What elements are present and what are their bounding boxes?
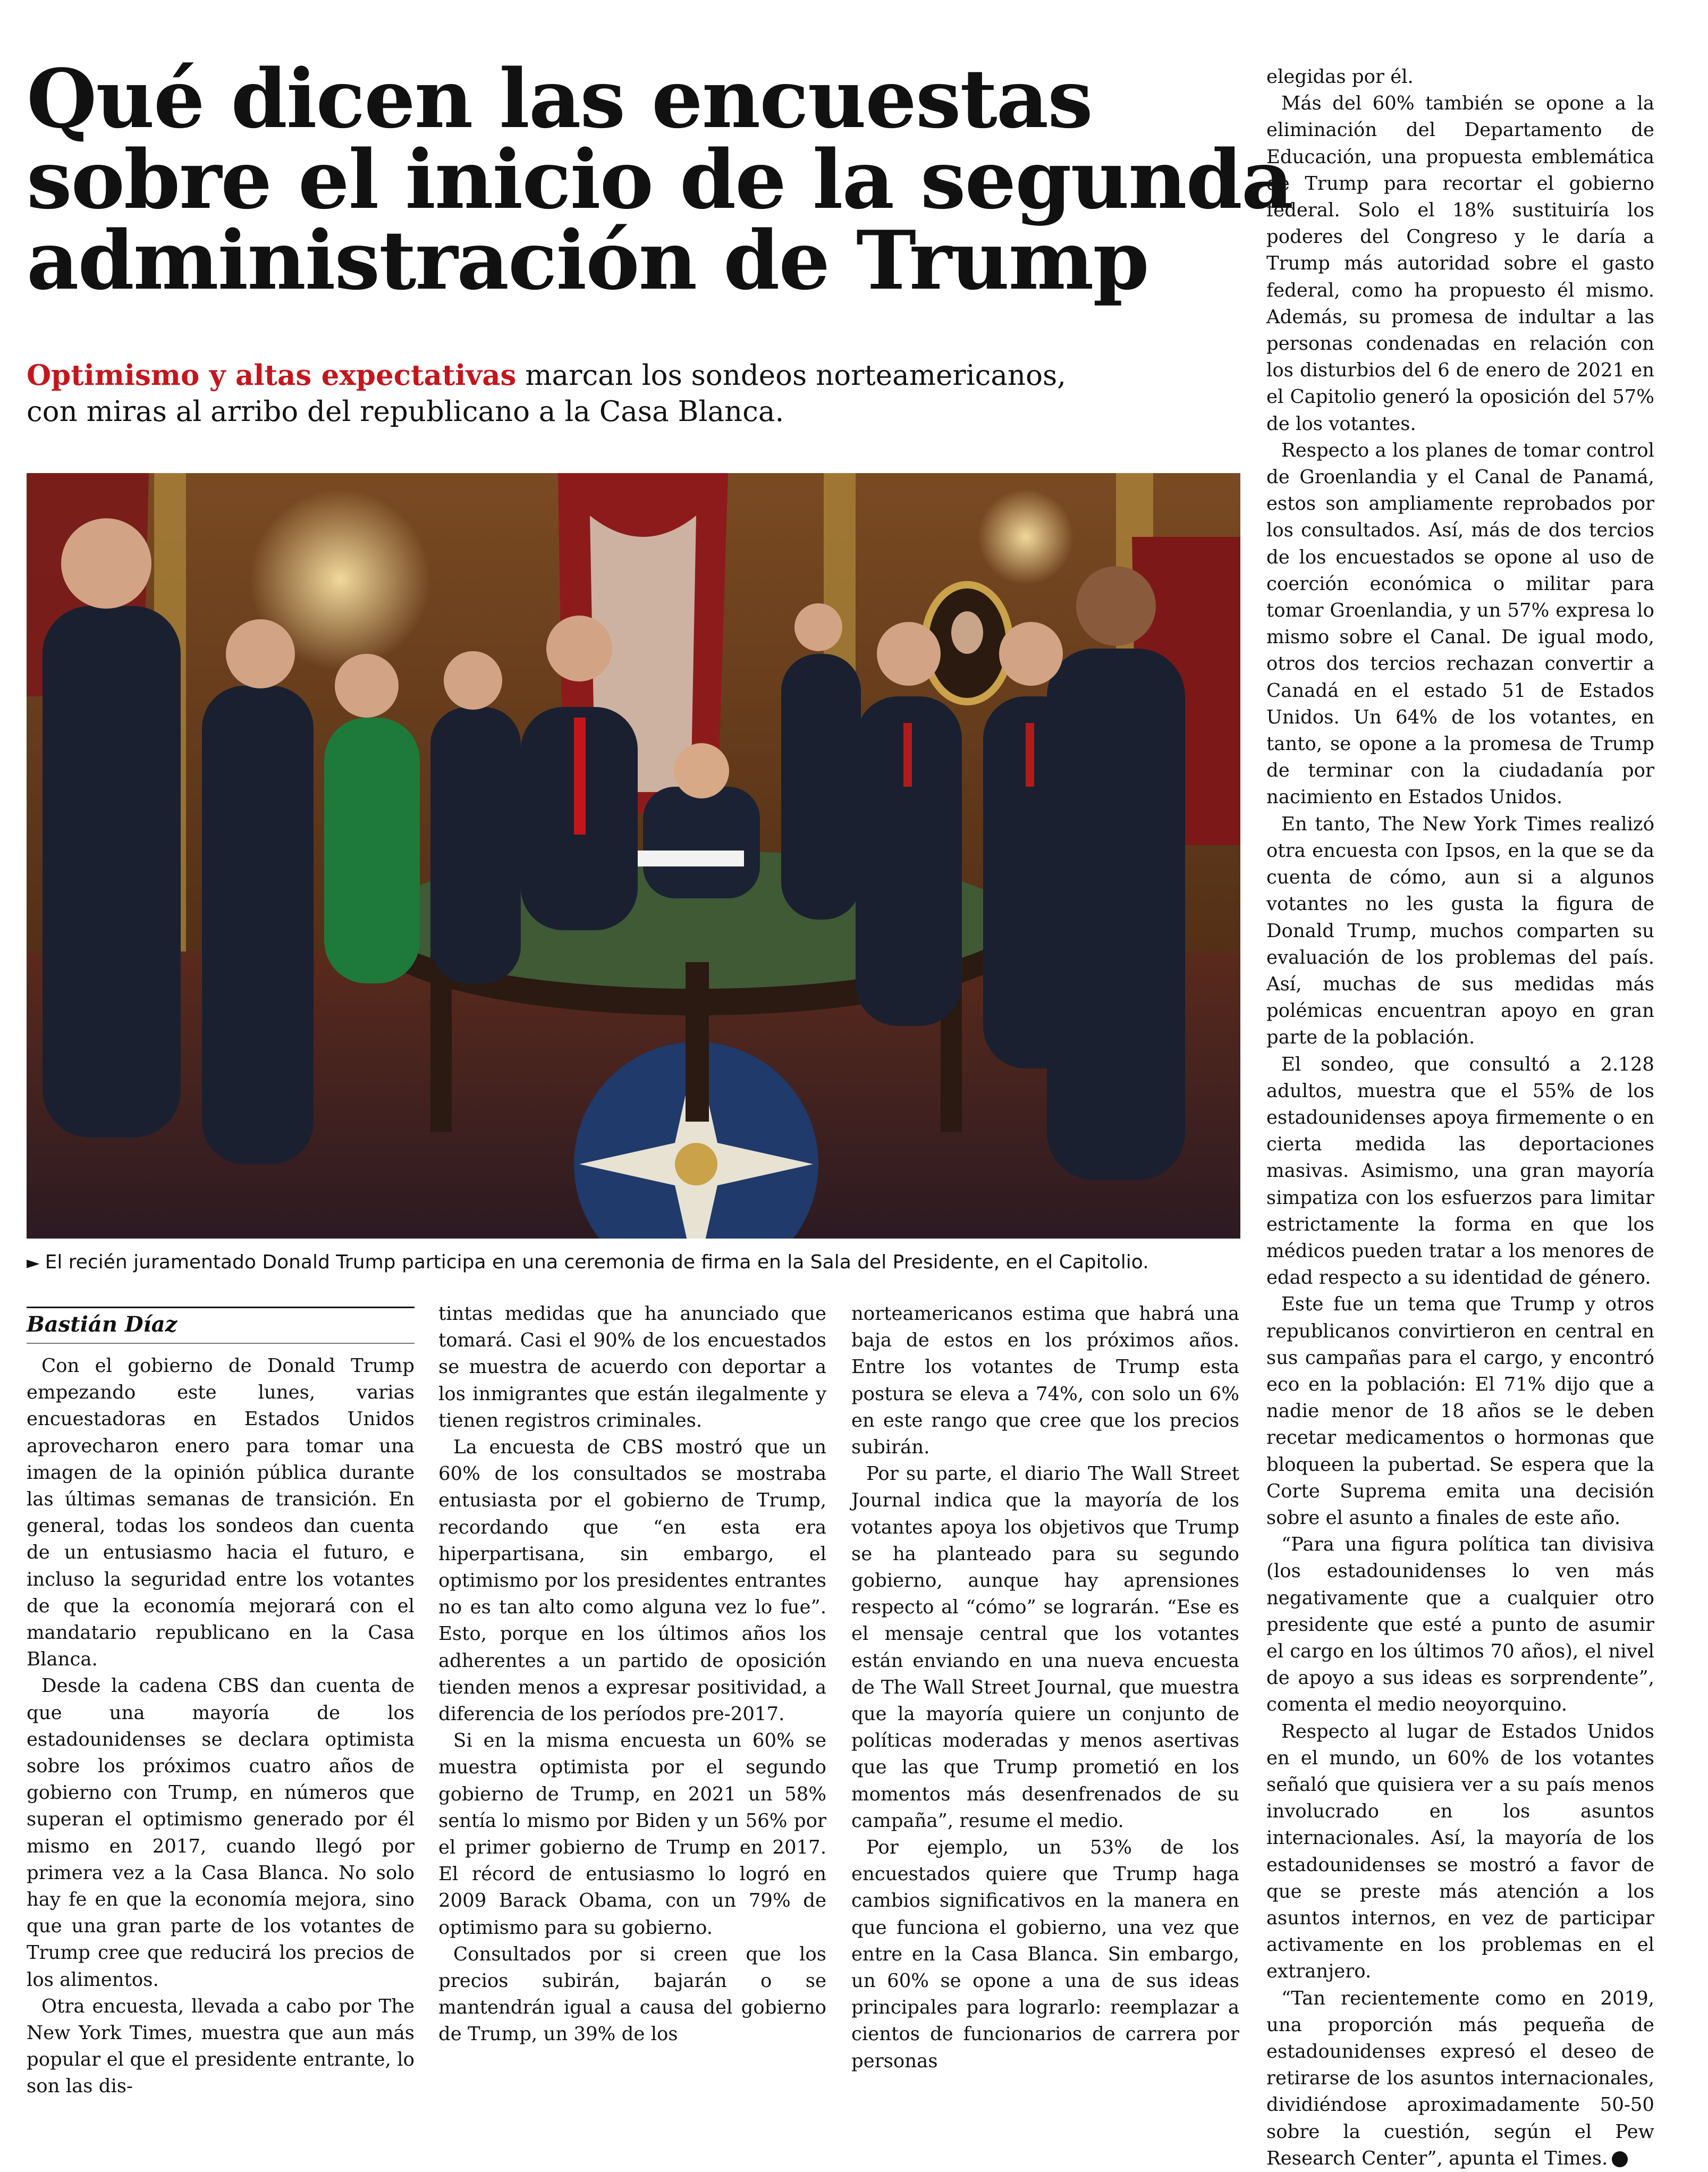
article-column-1 (27, 1353, 415, 2100)
photo-ceremony-icon (27, 473, 1240, 1239)
paragraph: Si en la misma encuesta un 60% se muestra optimista por el segundo gobierno de Trump, en 2021 un 58% sentía lo mismo por Biden y un 56% por el primer gobierno de Trump en 2017. El récord de entusiasmo lo logró en 2009 Barack Obama, con un 79% de optimismo para su gobierno. (438, 1730, 826, 1939)
byline-rule (27, 1343, 415, 1344)
paragraph: Con el gobierno de Donald Trump empezando este lunes, varias encuestadoras en Estados Unidos aprovecharon enero para tomar una imagen de la opinión pública durante las últimas semanas de transición. En general, todas los sondeos dan cuenta de un entusiasmo hacia el futuro, e incluso la seguridad entre los votantes de que la economía mejorará con el mandatario republicano en la Casa Blanca. (27, 1355, 415, 1671)
article-column-2 (438, 1301, 826, 2048)
paragraph: Por ejemplo, un 53% de los encuestados quiere que Trump haga cambios significativos en la manera en que funciona el gobierno, una vez que entre en la Casa Blanca. Sin embargo, un 60% se opone a una de sus ideas principales para lograrlo: reemplazar a cientos de funcionarios de carrera por personas (851, 1837, 1239, 2072)
paragraph: Respecto al lugar de Estados Unidos en el mundo, un 60% de los votantes señaló que quisiera ver a su país menos involucrado en los asuntos internacionales. Así, la mayoría de los estadounidenses se mostró a favor de que se preste más atención a los asuntos internos, en vez de participar activamente en los problemas en el extranjero. (1266, 1720, 1654, 1983)
deck-line-2: con miras al arribo del republicano a la Casa Blanca. (27, 395, 784, 428)
paragraph: “Para una figura política tan divisiva (los estadounidenses lo ven más negativamente que a cualquier otro presidente que esté a punto de asumir el cargo en los últimos 70 años), el nivel de apoyo a sus ideas es sorprendente”, comenta el medio neoyorquino. (1266, 1534, 1654, 1716)
paragraph: Desde la cadena CBS dan cuenta de que una mayoría de los estadounidenses se declara optimista sobre los próximos cuatro años de gobierno con Trump, en números que superan el optimismo generado por él mismo en 2017, cuando llegó por primera vez a la Casa Blanca. No solo hay fe en que la economía mejora, sino que una gran parte de los votantes de Trump cree que reducirá los precios de los alimentos. (27, 1675, 415, 1991)
deck-line-1 (27, 357, 1222, 394)
deck-highlight: Optimismo y altas expectativas (27, 359, 517, 392)
paragraph: La encuesta de CBS mostró que un 60% de los consultados se mostraba entusiasta por el gobierno de Trump, recordando que “en esta era hiperpartisana, sin embargo, el optimismo por los presidentes entrantes no es tan alto como alguna vez lo fue”. Esto, porque en los últimos años los adherentes a un partido de oposición tienden menos a expresar positividad, a diferencia de los períodos pre-2017. (438, 1436, 826, 1725)
paragraph-continued: tintas medidas que ha anunciado que tomará. Casi el 90% de los encuestados se muestra de acuerdo con deportar a los inmigrantes que están ilegalmente y tienen registros criminales. (438, 1303, 826, 1432)
paragraph: Consultados por si creen que los precios subirán, bajarán o se mantendrán igual a causa del gobierno de Trump, un 39% de los (438, 1943, 826, 2045)
article-column-3 (851, 1301, 1239, 2075)
caption-text: El recién juramentado Donald Trump participa en una ceremonia de firma en la Sala del Presidente, en el Capitolio. (45, 1251, 1149, 1273)
headline-line-1: Qué dicen las encuestas (27, 51, 1092, 146)
photo-ceremony-image (27, 473, 1240, 1239)
paragraph: En tanto, The New York Times realizó otra encuesta con Ipsos, en la que se da cuenta de cómo, aun si a algunos votantes no les gusta la figura de Donald Trump, muchos comparten su evaluación de los problemas del país. Así, muchas de sus medidas más polémicas encuentran apoyo en gran parte de la población. (1266, 813, 1654, 1049)
paragraph-last-text: “Tan recientemente como en 2019, una proporción más pequeña de estadounidenses expresó el deseo de retirarse de los asuntos internacionales, dividiéndose aproximadamente 50-50 sobre la cuestión, según el Pew Research Center”, apunta el Times. (1266, 1987, 1654, 2169)
paragraph-continued: elegidas por él. (1266, 66, 1414, 88)
page-title (27, 51, 1293, 308)
photo-caption (27, 1249, 1244, 1276)
article-column-4 (1266, 64, 1654, 2172)
paragraph: Este fue un tema que Trump y otros republicanos convirtieron en central en sus campañas para el cargo, y encontró eco en la población: El 71% dijo que a nadie menor de 18 años se le deben recetar medicamentos o hormonas que bloqueen la pubertad. Se espera que la Corte Suprema emita una decisión sobre el asunto a finales de este año. (1266, 1293, 1654, 1529)
paragraph-continued: norteamericanos estima que habrá una baja de estos en los próximos años. Entre los votantes de Trump esta postura se eleva a 74%, con solo un 6% en este rango que cree que los precios subirán. (851, 1303, 1239, 1459)
byline-top-rule (27, 1307, 415, 1308)
headline-line-2: sobre el inicio de la segunda (27, 132, 1293, 227)
headline-line-3: administración de Trump (27, 213, 1148, 308)
paragraph: El sondeo, que consultó a 2.128 adultos, muestra que el 55% de los estadounidenses apoya firmemente o en cierta medida las deportaciones masivas. Asimismo, una gran mayoría simpatiza con los esfuerzos para limitar estrictamente la forma en que los médicos pueden tratar a los menores de edad respecto a su identidad de género. (1266, 1053, 1654, 1289)
paragraph: Otra encuesta, llevada a cabo por The New York Times, muestra que aun más popular el que el presidente entrante, lo son las dis- (27, 1995, 415, 2098)
paragraph: Por su parte, el diario The Wall Street Journal indica que la mayoría de los votantes apoya los objetivos que Trump se ha planteado para su segundo gobierno, aunque hay aprensiones respecto al “cómo” se lograrán. “Ese es el mensaje central que los votantes están enviando en una nueva encuesta de The Wall Street Journal, que muestra que la mayoría quiere un conjunto de políticas moderadas y menos asertivas que las que Trump prometió en los momentos más desenfrenados de su campaña”, resume el medio. (851, 1463, 1239, 1832)
deck-line-1-rest: marcan los sondeos norteamericanos, (516, 359, 1067, 392)
end-mark-icon (1612, 2151, 1628, 2167)
deck-subtitle (27, 357, 1222, 430)
paragraph: Más del 60% también se opone a la eliminación del Departamento de Educación, una propuesta emblemática de Trump para recortar el gobierno federal. Solo el 18% sustituiría los poderes del Congreso y le daría a Trump más autoridad sobre el gasto federal, como ha propuesto él mismo. Además, su promesa de indultar a las personas condenadas en relación con los disturbios del 6 de enero de 2021 en el Capitolio generó la oposición del 57% de los votantes. (1266, 92, 1654, 435)
byline: Bastián Díaz (27, 1312, 177, 1337)
paragraph-last (1266, 1985, 1654, 2172)
paragraph: Respecto a los planes de tomar control de Groenlandia y el Canal de Panamá, estos son ampliamente reprobados por los consultados. Así, más de dos tercios de los encuestados se opone al uso de coerción económica o militar para tomar Groenlandia, y un 57% expresa lo mismo sobre el Canal. De igual modo, otros dos tercios rechazan convertir a Canadá en el estado 51 de Estados Unidos. Un 64% de los votantes, en tanto, se opone a la promesa de Trump de terminar con la ciudadanía por nacimiento en Estados Unidos. (1266, 439, 1654, 809)
caption-marker-icon: ► (27, 1252, 40, 1273)
